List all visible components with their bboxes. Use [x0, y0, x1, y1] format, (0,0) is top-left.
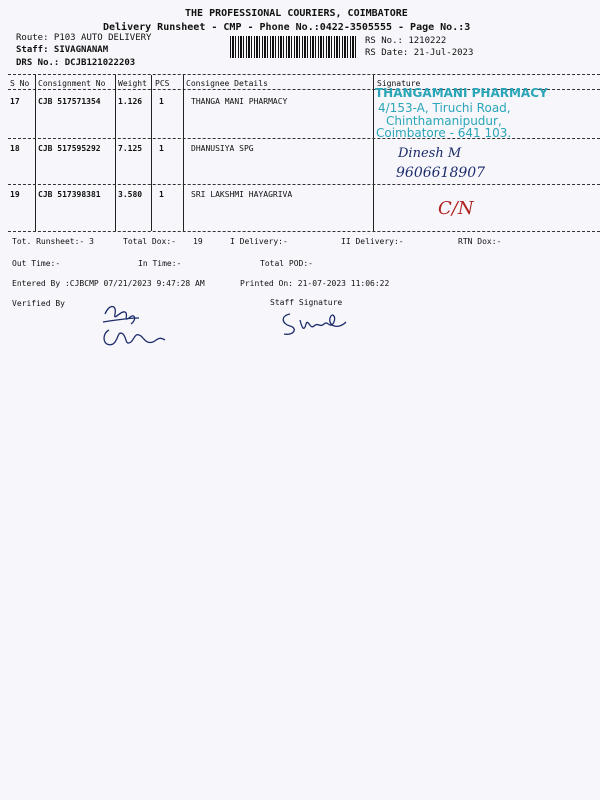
tot-runsheet: Tot. Runsheet:- 3 [12, 237, 94, 246]
table-row-consignee: SRI LAKSHMI HAYAGRIVA [191, 190, 293, 199]
printed-on: Printed On: 21-07-2023 11:06:22 [240, 279, 390, 288]
col-divider [115, 75, 116, 231]
col-divider [35, 75, 36, 231]
table-row-consignment: CJB 517571354 [38, 97, 101, 106]
route-label: Route: P103 AUTO DELIVERY [16, 33, 152, 43]
stamp-line-4: Coimbatore - 641 103. [376, 126, 512, 140]
rtn-dox: RTN Dox:- [458, 237, 502, 246]
rs-number: RS No.: 1210222 [365, 36, 447, 46]
table-row-sno: 19 [10, 190, 20, 199]
stamp-line-3: Chinthamanipudur, [386, 114, 502, 128]
out-time: Out Time:- [12, 259, 61, 268]
table-top-rule [8, 74, 600, 75]
col-header-sno: S No [10, 79, 30, 88]
stamp-line-1: THANGAMANI PHARMACY [375, 86, 548, 100]
rs-date: RS Date: 21-Jul-2023 [365, 48, 474, 58]
i-delivery: I Delivery:- [230, 237, 288, 246]
total-dox-value: 19 [193, 237, 203, 246]
col-header-weight: Weight [118, 79, 147, 88]
stamp-line-2: 4/153-A, Tiruchi Road, [378, 101, 511, 115]
receiver-name-handwritten: Dinesh M [398, 146, 462, 161]
col-header-signature: Signature [377, 79, 421, 88]
table-bottom-rule [8, 231, 600, 232]
staff-label: Staff: SIVAGNANAM [16, 45, 109, 55]
receiver-phone-handwritten: 9606618907 [396, 165, 486, 181]
table-row-pcs: 1 [159, 97, 164, 106]
col-divider [373, 75, 374, 231]
table-row-weight: 3.580 [118, 190, 143, 199]
entered-by: Entered By :CJBCMP 07/21/2023 9:47:28 AM [12, 279, 205, 288]
runsheet-barcode [230, 36, 358, 58]
col-header-pcs: PCS [155, 79, 170, 88]
col-divider [151, 75, 152, 231]
table-row-consignment: CJB 517398381 [38, 190, 101, 199]
cn-mark-handwritten: C/N [438, 198, 474, 219]
table-row-pcs: 1 [159, 190, 164, 199]
table-row-consignment: CJB 517595292 [38, 144, 101, 153]
verifier-signature [95, 300, 175, 352]
table-row-consignee: DHANUSIYA SPG [191, 144, 254, 153]
total-pod: Total POD:- [260, 259, 313, 268]
drs-number: DRS No.: DCJB121022203 [16, 58, 136, 68]
staff-signature-label: Staff Signature [270, 298, 343, 307]
table-row-sno: 18 [10, 144, 20, 153]
verified-by-label: Verified By [12, 299, 65, 308]
in-time: In Time:- [138, 259, 182, 268]
company-title: THE PROFESSIONAL COURIERS, COIMBATORE [185, 8, 408, 19]
col-header-consignee: Consignee Details [186, 79, 268, 88]
table-row-weight: 1.126 [118, 97, 143, 106]
table-row-consignee: THANGA MANI PHARMACY [191, 97, 288, 106]
table-row-pcs: 1 [159, 144, 164, 153]
staff-signature [276, 308, 352, 340]
table-row-sno: 17 [10, 97, 20, 106]
ii-delivery: II Delivery:- [341, 237, 404, 246]
col-header-consignment: Consignment No [38, 79, 106, 88]
total-dox-label: Total Dox:- [123, 237, 176, 246]
row-rule [8, 184, 600, 185]
col-divider [183, 75, 184, 231]
table-row-weight: 7.125 [118, 144, 143, 153]
runsheet-subtitle: Delivery Runsheet - CMP - Phone No.:0422-3505555 - Page No.:3 [103, 22, 471, 33]
